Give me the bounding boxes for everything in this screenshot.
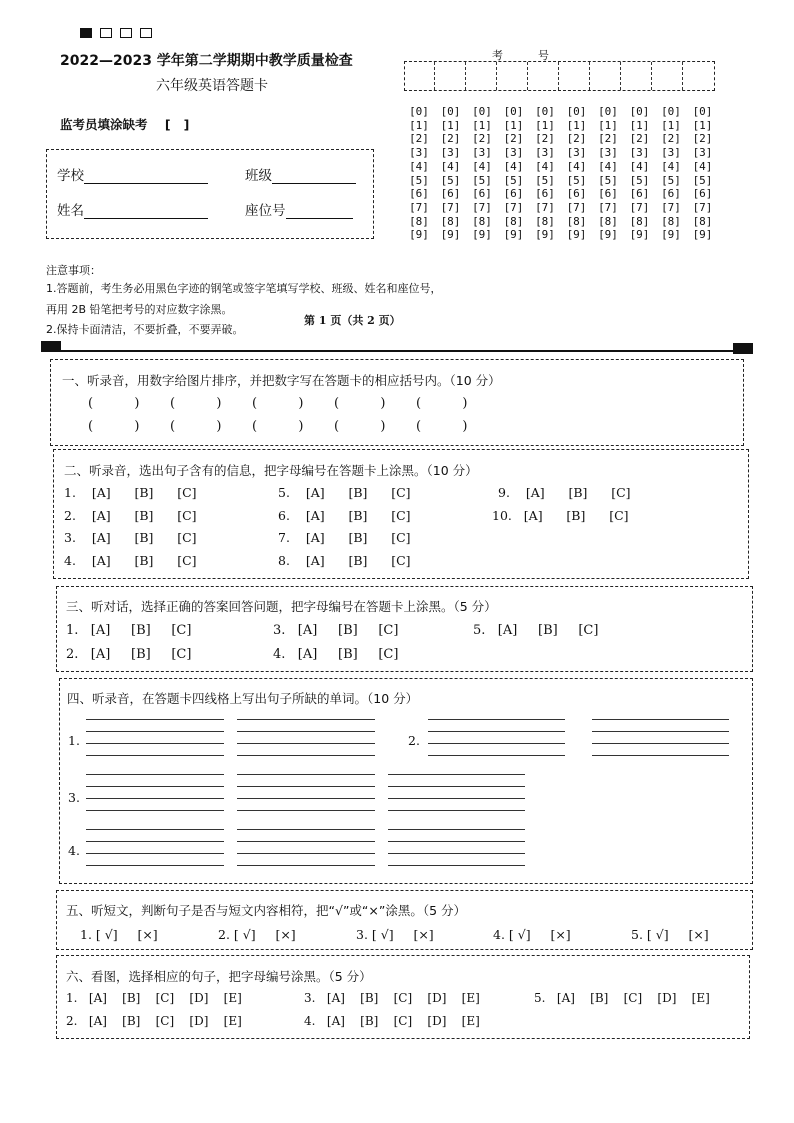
digit-bubble[interactable]: [4] [503,159,524,173]
digit-bubble[interactable]: [5] [503,173,524,187]
digit-bubble[interactable]: [0] [409,105,429,118]
page-indicator: 第 1 页（共 2 页） [304,314,401,327]
exam-number-digit-column [625,105,655,242]
digit-bubble[interactable]: [1] [598,118,618,132]
digit-bubble[interactable]: [0] [535,105,555,118]
four-line-grid-line [86,731,224,732]
exam-number-cell[interactable] [652,62,683,90]
digit-bubble[interactable]: [3] [440,146,461,160]
exam-number-cell[interactable] [466,62,497,90]
name-input-line[interactable] [84,202,208,219]
digit-bubble[interactable]: [1] [409,118,429,132]
school-field[interactable] [57,164,208,184]
exam-number-digit-column [688,105,718,242]
four-line-grid-line[interactable] [86,829,224,830]
digit-bubble[interactable]: [0] [661,105,681,118]
exam-number-cell[interactable] [590,62,621,90]
digit-bubble[interactable]: [9] [503,228,524,242]
digit-bubble[interactable]: [2] [629,132,650,146]
class-field[interactable] [245,164,356,184]
digit-bubble[interactable]: [8] [629,214,650,228]
digit-bubble[interactable]: [4] [692,159,713,173]
section-6-item-4[interactable]: 4. [A] [B] [C] [D] [E] [304,1014,480,1028]
four-line-grid-line [388,798,525,799]
digit-bubble[interactable]: [6] [409,187,429,201]
answer-parentheses[interactable]: ( ) [334,396,386,411]
student-info-box [46,149,374,239]
digit-bubble[interactable]: [3] [692,146,713,160]
position-marker [120,28,132,38]
school-input-line[interactable] [84,167,208,184]
four-line-grid-line [237,798,375,799]
digit-bubble[interactable]: [7] [503,200,524,214]
section-3-item-5[interactable]: 5. [A] [B] [C] [473,623,599,638]
section-4-label-4: 4. [68,843,80,858]
digit-bubble[interactable]: [4] [472,159,492,173]
digit-bubble[interactable]: [1] [472,118,492,132]
digit-bubble[interactable]: [6] [535,187,555,201]
exam-number-cell[interactable] [435,62,466,90]
digit-bubble[interactable]: [0] [629,105,650,118]
exam-number-label: 考 号 [492,49,549,62]
digit-bubble[interactable]: [9] [598,228,618,242]
digit-bubble[interactable]: [8] [535,214,555,228]
seat-input-line[interactable] [286,202,353,219]
digit-bubble[interactable]: [7] [440,200,461,214]
four-line-grid-line[interactable] [592,719,729,720]
exam-number-digit-column [467,105,497,242]
digit-bubble[interactable]: [9] [661,228,681,242]
digit-bubble[interactable]: [3] [661,146,681,160]
four-line-grid-line [86,810,224,811]
four-line-grid-line [388,865,525,866]
digit-bubble[interactable]: [9] [472,228,492,242]
digit-bubble[interactable]: [2] [503,132,524,146]
four-line-grid-line[interactable] [388,774,525,775]
four-line-grid-line[interactable] [237,829,375,830]
four-line-grid-line[interactable] [86,719,224,720]
digit-bubble[interactable]: [7] [629,200,650,214]
section-6-item-3[interactable]: 3. [A] [B] [C] [D] [E] [304,991,480,1005]
digit-bubble[interactable]: [8] [566,214,587,228]
digit-bubble[interactable]: [9] [440,228,461,242]
class-label: 班级 [245,168,272,184]
four-line-grid-line[interactable] [237,774,375,775]
answer-parentheses[interactable]: ( ) [416,396,468,411]
four-line-grid-line [237,731,375,732]
digit-bubble[interactable]: [5] [472,173,492,187]
four-line-grid-line [237,853,375,854]
digit-bubble[interactable]: [0] [692,105,713,118]
digit-bubble[interactable]: [1] [503,118,524,132]
four-line-grid-line [86,865,224,866]
answer-parentheses[interactable]: ( ) [334,419,386,434]
answer-parentheses[interactable]: ( ) [416,419,468,434]
page-divider [41,350,753,352]
four-line-grid-line [86,841,224,842]
section-4-label-2: 2. [408,733,420,748]
four-line-grid-line [86,755,224,756]
digit-bubble[interactable]: [7] [409,200,429,214]
digit-bubble[interactable]: [5] [566,173,587,187]
section-3-item-2[interactable]: 2. [A] [B] [C] [66,647,192,662]
exam-number-cell[interactable] [559,62,590,90]
section-5-item-5[interactable]: 5. [ √] [×] [631,927,709,942]
digit-bubble[interactable]: [7] [472,200,492,214]
digit-bubble[interactable]: [3] [503,146,524,160]
exam-number-cell[interactable] [404,62,435,90]
section-2-item-5[interactable]: 5. [A] [B] [C] [278,485,411,500]
notes-line-1: 1.答题前，考生务必用黑色字迹的钢笔或签字笔填写学校、班级、姓名和座位号， [46,282,442,295]
digit-bubble[interactable]: [4] [598,159,618,173]
digit-bubble[interactable]: [1] [440,118,461,132]
notes-heading: 注意事项： [46,264,101,277]
digit-bubble[interactable]: [6] [661,187,681,201]
digit-bubble[interactable]: [9] [566,228,587,242]
digit-bubble[interactable]: [2] [566,132,587,146]
answer-parentheses[interactable]: ( ) [170,419,222,434]
four-line-grid-line [237,841,375,842]
four-line-grid-line[interactable] [388,829,525,830]
digit-bubble[interactable]: [8] [440,214,461,228]
digit-bubble[interactable]: [3] [598,146,618,160]
digit-bubble[interactable]: [6] [692,187,713,201]
digit-bubble[interactable]: [2] [598,132,618,146]
digit-bubble[interactable]: [7] [598,200,618,214]
four-line-grid-line [237,810,375,811]
digit-bubble[interactable]: [1] [661,118,681,132]
four-line-grid-line [592,755,729,756]
section-3-title: 三、听对话，选择正确的答案回答问题，把字母编号在答题卡上涂黑。（5 分） [66,599,497,614]
digit-bubble[interactable]: [6] [629,187,650,201]
four-line-grid-line [237,755,375,756]
digit-bubble[interactable]: [5] [598,173,618,187]
section-6-title: 六、看图，选择相应的句子，把字母编号涂黑。（5 分） [66,969,372,984]
four-line-grid-line [237,865,375,866]
four-line-grid-line [388,853,525,854]
section-1-title: 一、听录音，用数字给图片排序，并把数字写在答题卡的相应括号内。（10 分） [62,373,501,388]
exam-number-digit-column [562,105,592,242]
answer-parentheses[interactable]: ( ) [252,419,304,434]
position-marker-filled [80,28,92,38]
digit-bubble[interactable]: [9] [692,228,713,242]
four-line-grid-line [86,798,224,799]
seat-label: 座位号 [245,203,286,219]
section-6-item-5[interactable]: 5. [A] [B] [C] [D] [E] [534,991,710,1005]
digit-bubble[interactable]: [3] [629,146,650,160]
exam-number-cell[interactable] [497,62,528,90]
section-2-item-4[interactable]: 4. [A] [B] [C] [64,553,197,568]
digit-bubble[interactable]: [6] [566,187,587,201]
exam-number-digit-column [436,105,466,242]
position-marker [100,28,112,38]
exam-number-cell[interactable] [621,62,652,90]
section-2-title: 二、听录音，选出句子含有的信息，把字母编号在答题卡上涂黑。（10 分） [64,463,478,478]
class-input-line[interactable] [272,167,356,184]
four-line-grid-line [388,810,525,811]
digit-bubble[interactable]: [6] [598,187,618,201]
digit-bubble[interactable]: [8] [692,214,713,228]
four-line-grid-line [592,731,729,732]
digit-bubble[interactable]: [0] [503,105,524,118]
four-line-grid-line [86,853,224,854]
section-3-item-3[interactable]: 3. [A] [B] [C] [273,623,399,638]
digit-bubble[interactable]: [0] [472,105,492,118]
exam-number-digit-column [656,105,686,242]
digit-bubble[interactable]: [8] [409,214,429,228]
answer-parentheses[interactable]: ( ) [88,396,140,411]
digit-bubble[interactable]: [4] [566,159,587,173]
digit-bubble[interactable]: [1] [692,118,713,132]
section-6-item-1[interactable]: 1. [A] [B] [C] [D] [E] [66,991,242,1005]
section-3-item-1[interactable]: 1. [A] [B] [C] [66,623,192,638]
four-line-grid-line [428,755,565,756]
position-marker-right [733,343,753,354]
four-line-grid-line[interactable] [428,719,565,720]
section-5-item-3[interactable]: 3. [ √] [×] [356,927,434,942]
school-label: 学校 [57,168,84,184]
digit-bubble[interactable]: [8] [598,214,618,228]
four-line-grid-line [86,743,224,744]
digit-bubble[interactable]: [7] [566,200,587,214]
digit-bubble[interactable]: [5] [409,173,429,187]
four-line-grid-line[interactable] [86,774,224,775]
digit-bubble[interactable]: [5] [535,173,555,187]
digit-bubble[interactable]: [4] [661,159,681,173]
digit-bubble[interactable]: [3] [409,146,429,160]
four-line-grid-line[interactable] [237,719,375,720]
page-subtitle: 六年级英语答题卡 [156,78,268,94]
section-2-item-1[interactable]: 1. [A] [B] [C] [64,485,197,500]
section-2-item-6[interactable]: 6. [A] [B] [C] [278,508,411,523]
digit-bubble[interactable]: [5] [661,173,681,187]
section-5-item-4[interactable]: 4. [ √] [×] [493,927,571,942]
digit-bubble[interactable]: [7] [535,200,555,214]
answer-parentheses[interactable]: ( ) [170,396,222,411]
four-line-grid-line [237,786,375,787]
digit-bubble[interactable]: [3] [472,146,492,160]
digit-bubble[interactable]: [3] [566,146,587,160]
digit-bubble[interactable]: [7] [692,200,713,214]
exam-number-cell[interactable] [528,62,559,90]
digit-bubble[interactable]: [0] [566,105,587,118]
four-line-grid-line [388,841,525,842]
exam-number-digit-column [404,105,434,242]
digit-bubble[interactable]: [2] [409,132,429,146]
section-4-label-3: 3. [68,790,80,805]
four-line-grid-line [592,743,729,744]
section-4-label-1: 1. [68,733,80,748]
digit-bubble[interactable]: [5] [692,173,713,187]
digit-bubble[interactable]: [3] [535,146,555,160]
exam-number-digit-column [530,105,560,242]
digit-bubble[interactable]: [0] [598,105,618,118]
answer-parentheses[interactable]: ( ) [88,419,140,434]
digit-bubble[interactable]: [1] [535,118,555,132]
notes-line-2: 再用 2B 铅笔把考号的对应数字涂黑。 [46,303,233,316]
digit-bubble[interactable]: [2] [440,132,461,146]
digit-bubble[interactable]: [2] [535,132,555,146]
digit-bubble[interactable]: [8] [472,214,492,228]
section-2-item-8[interactable]: 8. [A] [B] [C] [278,553,411,568]
digit-bubble[interactable]: [1] [629,118,650,132]
digit-bubble[interactable]: [1] [566,118,587,132]
exam-number-digit-column [593,105,623,242]
section-3-item-4[interactable]: 4. [A] [B] [C] [273,647,399,662]
section-2-item-3[interactable]: 3. [A] [B] [C] [64,530,197,545]
digit-bubble[interactable]: [6] [440,187,461,201]
digit-bubble[interactable]: [9] [535,228,555,242]
section-5-item-2[interactable]: 2. [ √] [×] [218,927,296,942]
exam-number-digit-column [499,105,529,242]
digit-bubble[interactable]: [5] [629,173,650,187]
digit-bubble[interactable]: [8] [503,214,524,228]
section-2-item-9[interactable]: 9. [A] [B] [C] [498,485,631,500]
four-line-grid-line [428,731,565,732]
four-line-grid-line [428,743,565,744]
section-5-title: 五、听短文，判断句子是否与短文内容相符，把“√”或“×”涂黑。（5 分） [66,903,467,918]
answer-parentheses[interactable]: ( ) [252,396,304,411]
digit-bubble[interactable]: [8] [661,214,681,228]
section-6-item-2[interactable]: 2. [A] [B] [C] [D] [E] [66,1014,242,1028]
section-2-item-7[interactable]: 7. [A] [B] [C] [278,530,411,545]
absent-mark-field[interactable]: 监考员填涂缺考 [ ] [60,117,190,132]
notes-line-3: 2.保持卡面清洁，不要折叠，不要弄破。 [46,323,244,336]
digit-bubble[interactable]: [7] [661,200,681,214]
digit-bubble[interactable]: [2] [692,132,713,146]
section-4-title: 四、听录音，在答题卡四线格上写出句子所缺的单词。（10 分） [67,691,419,706]
digit-bubble[interactable]: [9] [629,228,650,242]
digit-bubble[interactable]: [4] [440,159,461,173]
digit-bubble[interactable]: [4] [629,159,650,173]
four-line-grid-line [86,786,224,787]
digit-bubble[interactable]: [6] [503,187,524,201]
digit-bubble[interactable]: [5] [440,173,461,187]
four-line-grid-line [388,786,525,787]
digit-bubble[interactable]: [2] [472,132,492,146]
name-label: 姓名 [57,203,84,219]
section-2-item-10[interactable]: 10. [A] [B] [C] [492,508,629,523]
digit-bubble[interactable]: [2] [661,132,681,146]
section-5-item-1[interactable]: 1. [ √] [×] [80,927,158,942]
digit-bubble[interactable]: [6] [472,187,492,201]
digit-bubble[interactable]: [0] [440,105,461,118]
page-title: 2022—2023 学年第二学期期中教学质量检查 [60,53,353,69]
digit-bubble[interactable]: [4] [409,159,429,173]
digit-bubble[interactable]: [4] [535,159,555,173]
position-marker [140,28,152,38]
section-2-item-2[interactable]: 2. [A] [B] [C] [64,508,197,523]
digit-bubble[interactable]: [9] [409,228,429,242]
seat-field[interactable] [245,199,353,219]
four-line-grid-line [237,743,375,744]
name-field[interactable] [57,199,208,219]
